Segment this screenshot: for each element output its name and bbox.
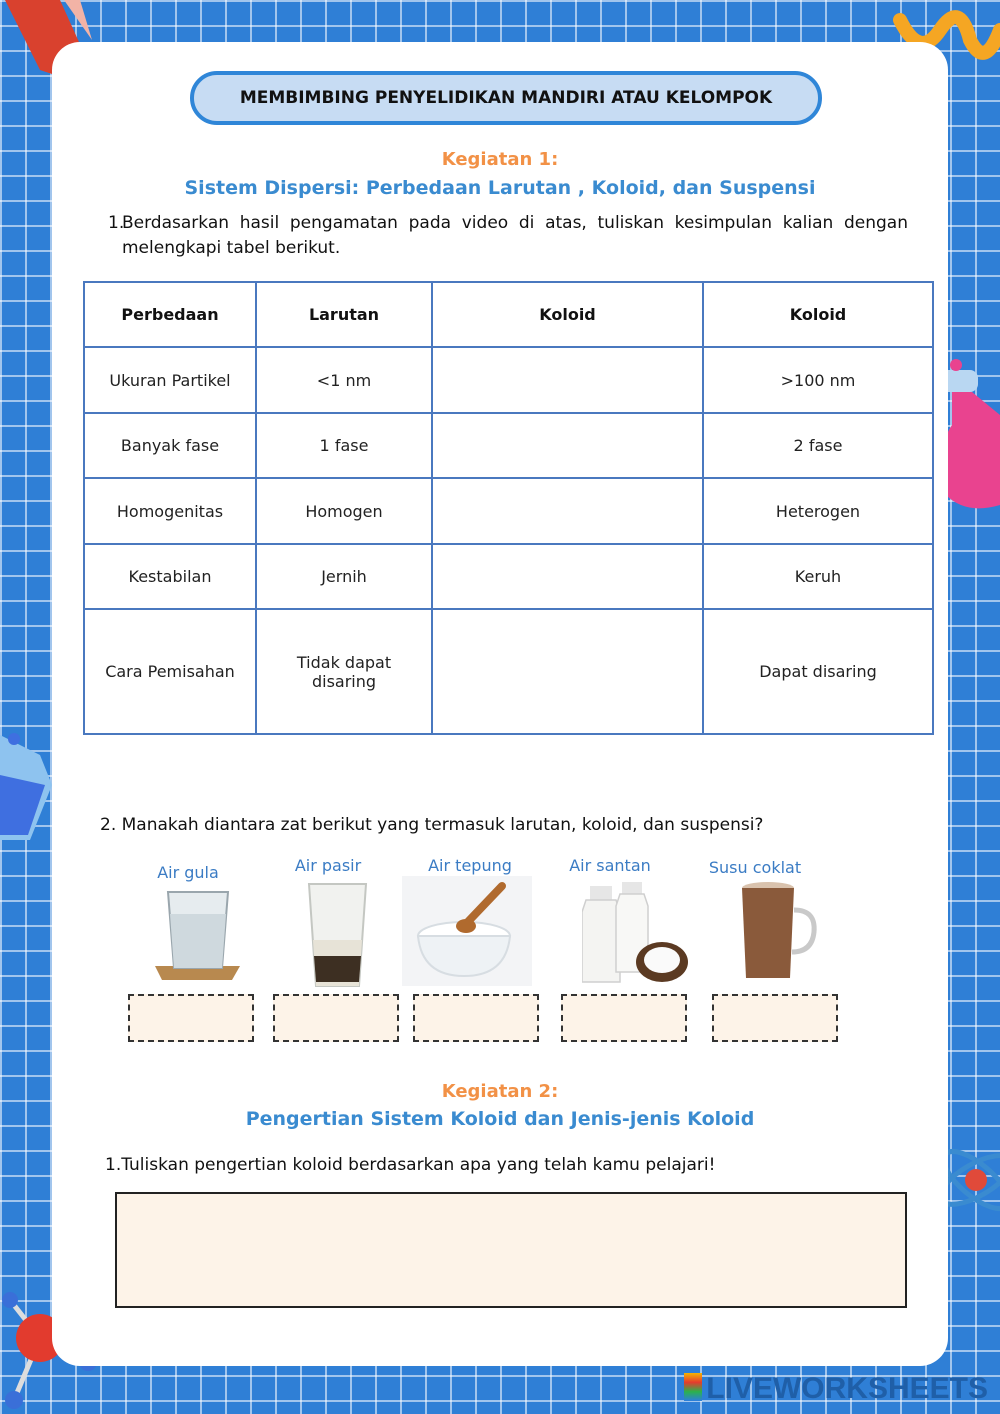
table-cell: Jernih	[256, 544, 432, 609]
answer-cell[interactable]	[432, 609, 703, 734]
answer-box-air-pasir[interactable]	[273, 994, 399, 1042]
table-row	[84, 478, 933, 543]
answer-box-susu-coklat[interactable]	[712, 994, 838, 1042]
sugar-water-glass-icon	[150, 888, 245, 983]
flour-water-bowl-icon	[402, 876, 532, 986]
answer-cell[interactable]	[432, 413, 703, 478]
header-koloid-2: Koloid	[703, 282, 933, 347]
liveworksheets-wordmark: LIVEWORKSHEETS	[706, 1372, 988, 1405]
table-cell: >100 nm	[703, 347, 933, 412]
coconut-milk-bottles-icon	[582, 882, 690, 990]
header-larutan: Larutan	[256, 282, 432, 347]
sand-water-glass-icon	[305, 882, 370, 990]
activity2-question1: 1.Tuliskan pengertian koloid berdasarkan apa yang telah kamu pelajari!	[105, 1155, 716, 1175]
item-label-air-santan: Air santan	[569, 856, 651, 875]
activity1-title: Sistem Dispersi: Perbedaan Larutan , Koloid, dan Suspensi	[184, 177, 816, 199]
page-title-banner: MEMBIMBING PENYELIDIKAN MANDIRI ATAU KELOMPOK	[190, 71, 822, 125]
item-label-air-gula: Air gula	[157, 863, 219, 882]
activity1-question2: 2. Manakah diantara zat berikut yang termasuk larutan, koloid, dan suspensi?	[100, 815, 764, 835]
item-label-susu-coklat: Susu coklat	[708, 858, 802, 877]
table-row	[84, 544, 933, 609]
table-cell: Banyak fase	[84, 413, 256, 478]
header-perbedaan: Perbedaan	[84, 282, 256, 347]
table-cell: Heterogen	[703, 478, 933, 543]
table-cell: 1 fase	[256, 413, 432, 478]
answer-box-air-santan[interactable]	[561, 994, 687, 1042]
answer-box-air-gula[interactable]	[128, 994, 254, 1042]
answer-cell[interactable]	[432, 478, 703, 543]
table-cell: Cara Pemisahan	[84, 609, 256, 734]
table-cell: Kestabilan	[84, 544, 256, 609]
table-cell: Homogenitas	[84, 478, 256, 543]
item-label-air-tepung: Air tepung	[428, 856, 512, 875]
item-label-air-pasir: Air pasir	[294, 856, 362, 875]
table-cell: Dapat disaring	[703, 609, 933, 734]
table-cell: Keruh	[703, 544, 933, 609]
activity1-question1	[108, 211, 908, 261]
comparison-table	[83, 281, 934, 735]
table-cell: 2 fase	[703, 413, 933, 478]
activity2-title: Pengertian Sistem Koloid dan Jenis-jenis Koloid	[245, 1108, 755, 1130]
table-cell: Tidak dapat disaring	[256, 609, 432, 734]
answer-box-air-tepung[interactable]	[413, 994, 539, 1042]
table-row	[84, 413, 933, 478]
table-cell: Homogen	[256, 478, 432, 543]
beaker-left-icon	[0, 715, 60, 845]
header-koloid: Koloid	[432, 282, 703, 347]
question-text: Berdasarkan hasil pengamatan pada video di atas, tuliskan kesimpulan kalian dengan melengkapi tabel berikut.	[122, 213, 908, 258]
activity1-label: Kegiatan 1:	[441, 149, 559, 170]
definition-answer-box[interactable]	[115, 1192, 907, 1308]
table-row	[84, 609, 933, 734]
table-cell: <1 nm	[256, 347, 432, 412]
table-cell: Ukuran Partikel	[84, 347, 256, 412]
table-row	[84, 347, 933, 412]
chocolate-milk-mug-icon	[738, 880, 818, 984]
activity2-label: Kegiatan 2:	[441, 1081, 559, 1102]
liveworksheets-icon	[684, 1373, 702, 1401]
question-number: 1.	[108, 213, 125, 233]
answer-cell[interactable]	[432, 347, 703, 412]
answer-cell[interactable]	[432, 544, 703, 609]
liveworksheets-logo	[684, 1372, 988, 1406]
table-header-row	[84, 282, 933, 347]
